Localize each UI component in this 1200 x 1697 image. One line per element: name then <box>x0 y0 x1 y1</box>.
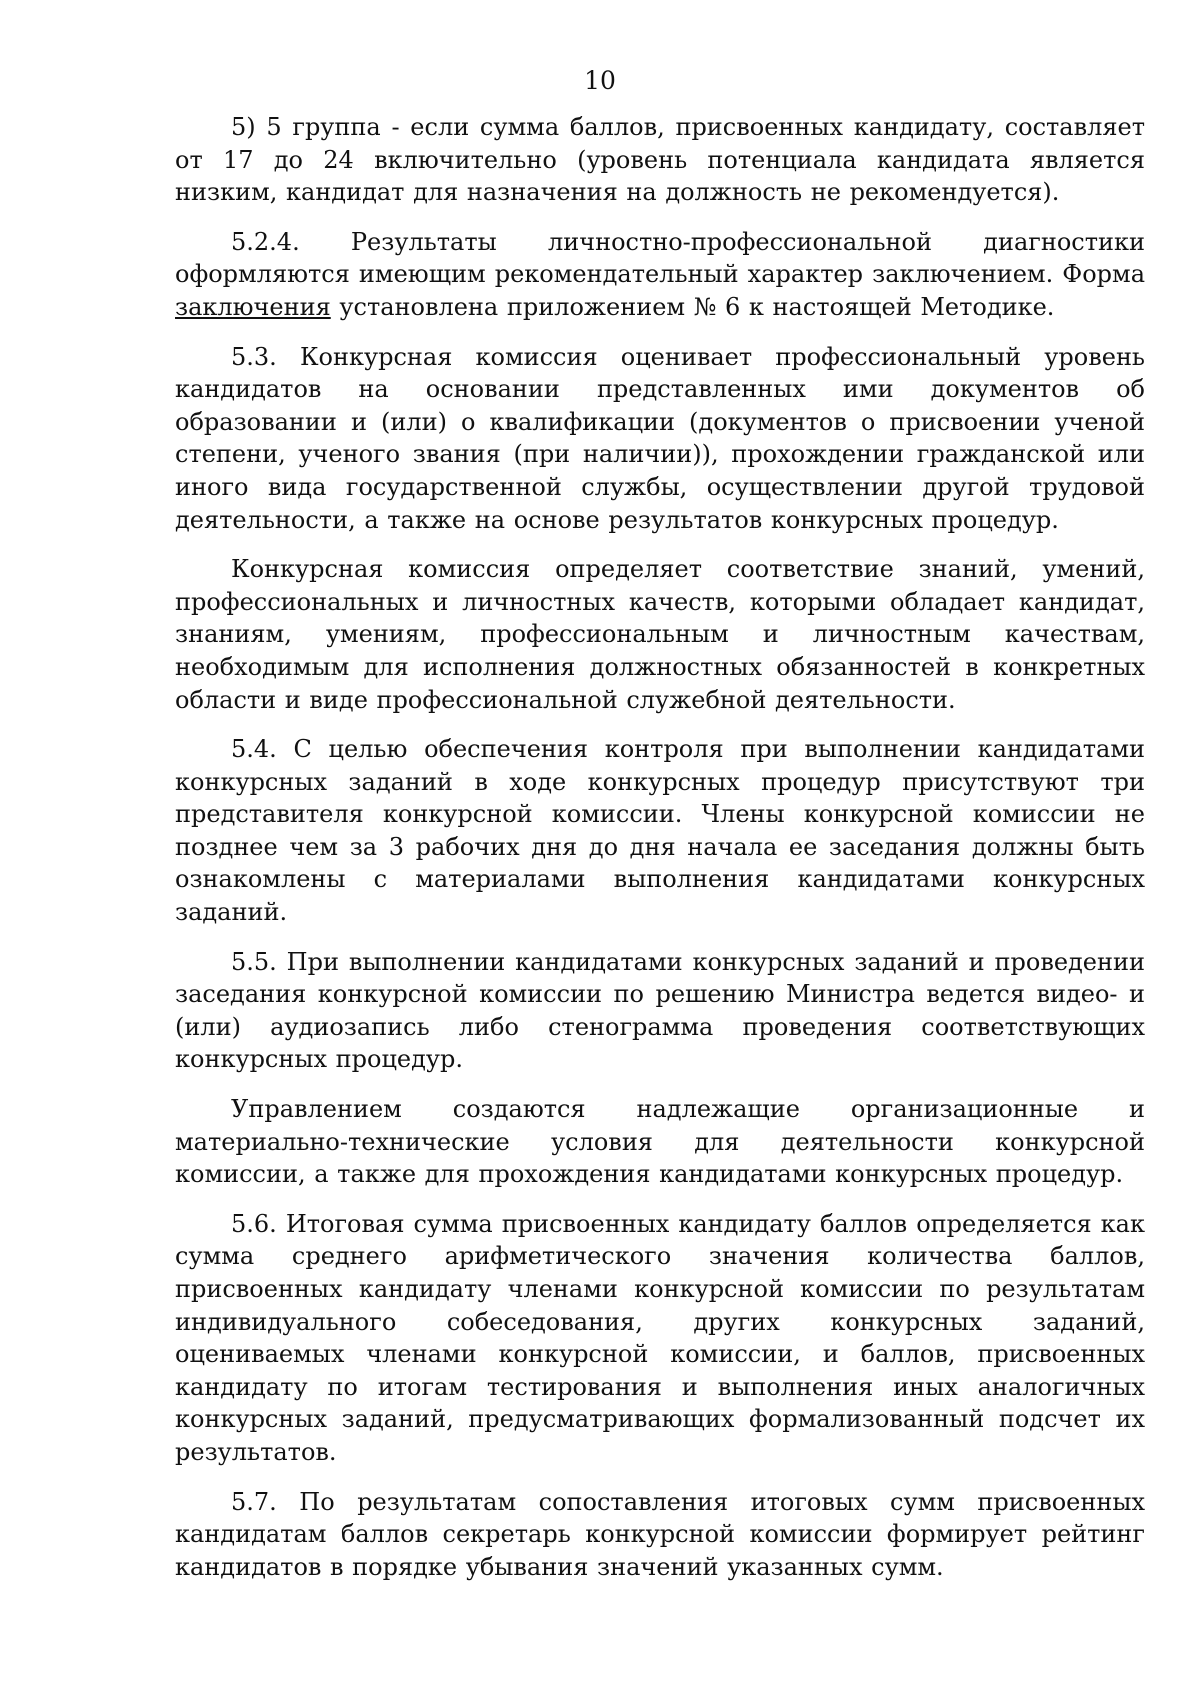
conclusion-form-link[interactable]: заключения <box>175 292 331 321</box>
page-number: 10 <box>584 66 616 95</box>
paragraph-5-2-4-text-before: 5.2.4. Результаты личностно-профессиональной диагностики оформляются имеющим рекомендательный характер заключением. Форма <box>175 227 1145 289</box>
paragraph-5-2-4 <box>175 226 1145 324</box>
paragraph-5-6: 5.6. Итоговая сумма присвоенных кандидату баллов определяется как сумма среднего арифметического значения количества баллов, присвоенных кандидату членами конкурсной комиссии по результатам индивидуального собеседования, других конкурсных заданий, оцениваемых членами конкурсной комиссии, и баллов, присвоенных кандидату по итогам тестирования и выполнения иных аналогичных конкурсных заданий, предусматривающих формализованный подсчет их результатов. <box>175 1209 1145 1466</box>
paragraph-5-3: 5.3. Конкурсная комиссия оценивает профессиональный уровень кандидатов на основании представленных ими документов об образовании и (или) о квалификации (документов о присвоении ученой степени, ученого звания (при наличии)), прохождении гражданской или иного вида государственной службы, осуществлении другой трудовой деятельности, а также на основе результатов конкурсных процедур. <box>175 342 1145 534</box>
paragraph-5-2-4-text-after: установлена приложением № 6 к настоящей Методике. <box>330 292 1055 321</box>
paragraph-5-5-continued: Управлением создаются надлежащие организационные и материально-технические условия для деятельности конкурсной комиссии, а также для прохождения кандидатами конкурсных процедур. <box>175 1095 1145 1189</box>
paragraph-5-5: 5.5. При выполнении кандидатами конкурсных заданий и проведении заседания конкурсной комиссии по решению Министра ведется видео- и (или) аудиозапись либо стенограмма проведения соответствующих конкурсных процедур. <box>175 947 1145 1074</box>
paragraph-5-4: 5.4. С целью обеспечения контроля при выполнении кандидатами конкурсных заданий в ходе конкурсных процедур присутствуют три представителя конкурсной комиссии. Члены конкурсной комиссии не позднее чем за 3 рабочих дня до дня начала ее заседания должны быть ознакомлены с материалами выполнения кандидатами конкурсных заданий. <box>175 735 1145 927</box>
paragraph-group-5: 5) 5 группа - если сумма баллов, присвоенных кандидату, составляет от 17 до 24 включительно (уровень потенциала кандидата является низким, кандидат для назначения на должность не рекомендуется). <box>175 113 1145 207</box>
paragraph-5-3-continued: Конкурсная комиссия определяет соответствие знаний, умений, профессиональных и личностных качеств, которыми обладает кандидат, знаниям, умениям, профессиональным и личностным качествам, необходимым для исполнения должностных обязанностей в конкретных области и виде профессиональной служебной деятельности. <box>175 555 1145 714</box>
document-body <box>175 111 1145 1600</box>
paragraph-5-7: 5.7. По результатам сопоставления итоговых сумм присвоенных кандидатам баллов секретарь конкурсной комиссии формирует рейтинг кандидатов в порядке убывания значений указанных сумм. <box>175 1487 1145 1581</box>
